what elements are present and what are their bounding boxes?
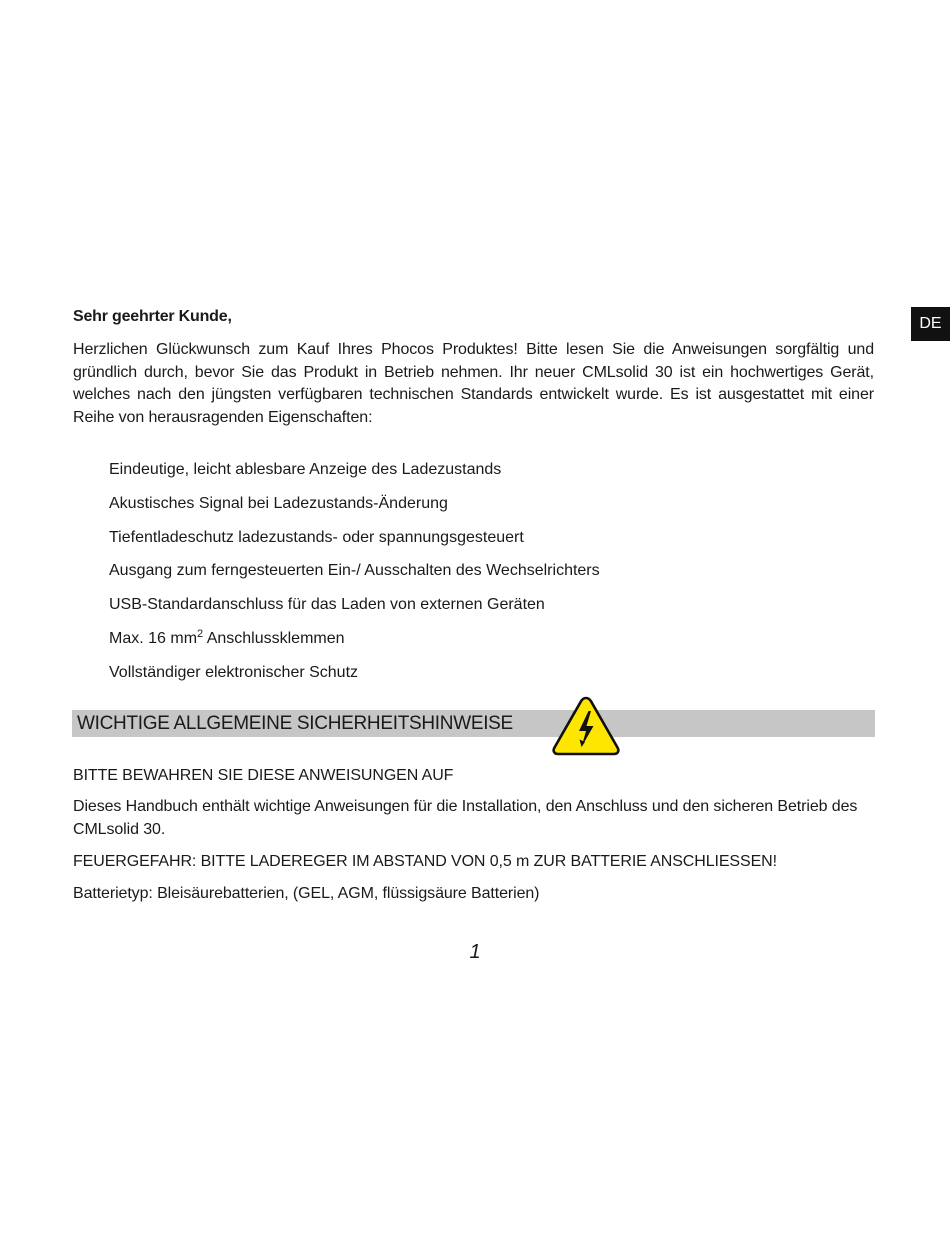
high-voltage-warning-icon	[551, 695, 621, 757]
feature-item: Akustisches Signal bei Ladezustands-Änderung	[109, 494, 448, 512]
terminals-superscript: 2	[197, 627, 204, 640]
keep-instructions-notice: BITTE BEWAHREN SIE DIESE ANWEISUNGEN AUF	[73, 767, 454, 784]
fire-hazard-warning: FEUERGEFAHR: BITTE LADEREGER IM ABSTAND VON 0,5 m ZUR BATTERIE ANSCHLIESSEN!	[73, 853, 777, 870]
feature-item: Tiefentladeschutz ladezustands- oder spannungsgesteuert	[109, 528, 524, 546]
feature-item-terminals	[109, 628, 600, 662]
feature-item: Vollständiger elektronischer Schutz	[109, 663, 359, 681]
manual-description: Dieses Handbuch enthält wichtige Anweisungen für die Installation, den Anschluss und den sicheren Betrieb des CMLsolid 30.	[73, 798, 858, 838]
terminals-prefix: Max. 16 mm	[109, 629, 198, 647]
terminals-suffix: Anschlussklemmen	[203, 629, 345, 647]
feature-item: Ausgang zum ferngesteuerten Ein-/ Ausschalten des Wechselrichters	[109, 562, 600, 580]
feature-item: USB-Standardanschluss für das Laden von externen Geräten	[109, 596, 545, 614]
section-header-bar	[72, 710, 875, 737]
greeting: Sehr geehrter Kunde,	[73, 308, 232, 325]
language-tab: DE	[911, 307, 950, 341]
intro-paragraph: Herzlichen Glückwunsch zum Kauf Ihres Phocos Produktes! Bitte lesen Sie die Anweisungen sorgfältig und gründlich durch, bevor Sie das Produkt in Betrieb nehmen. Ihr neuer CMLsolid 30 ist ein hochwertiges Gerät, welches nach den jüngsten verfügbaren technischen Standards entwickelt wurde. Es ist ausgestattet mit einer Reihe von herausragenden Eigenschaften:	[73, 341, 874, 426]
feature-list	[109, 459, 600, 696]
battery-type: Batterietyp: Bleisäurebatterien, (GEL, AGM, flüssigsäure Batterien)	[73, 885, 540, 902]
section-title: WICHTIGE ALLGEMEINE SICHERHEITSHINWEISE	[77, 713, 513, 734]
page-number: 1	[469, 941, 481, 963]
feature-item: Eindeutige, leicht ablesbare Anzeige des Ladezustands	[109, 461, 502, 478]
